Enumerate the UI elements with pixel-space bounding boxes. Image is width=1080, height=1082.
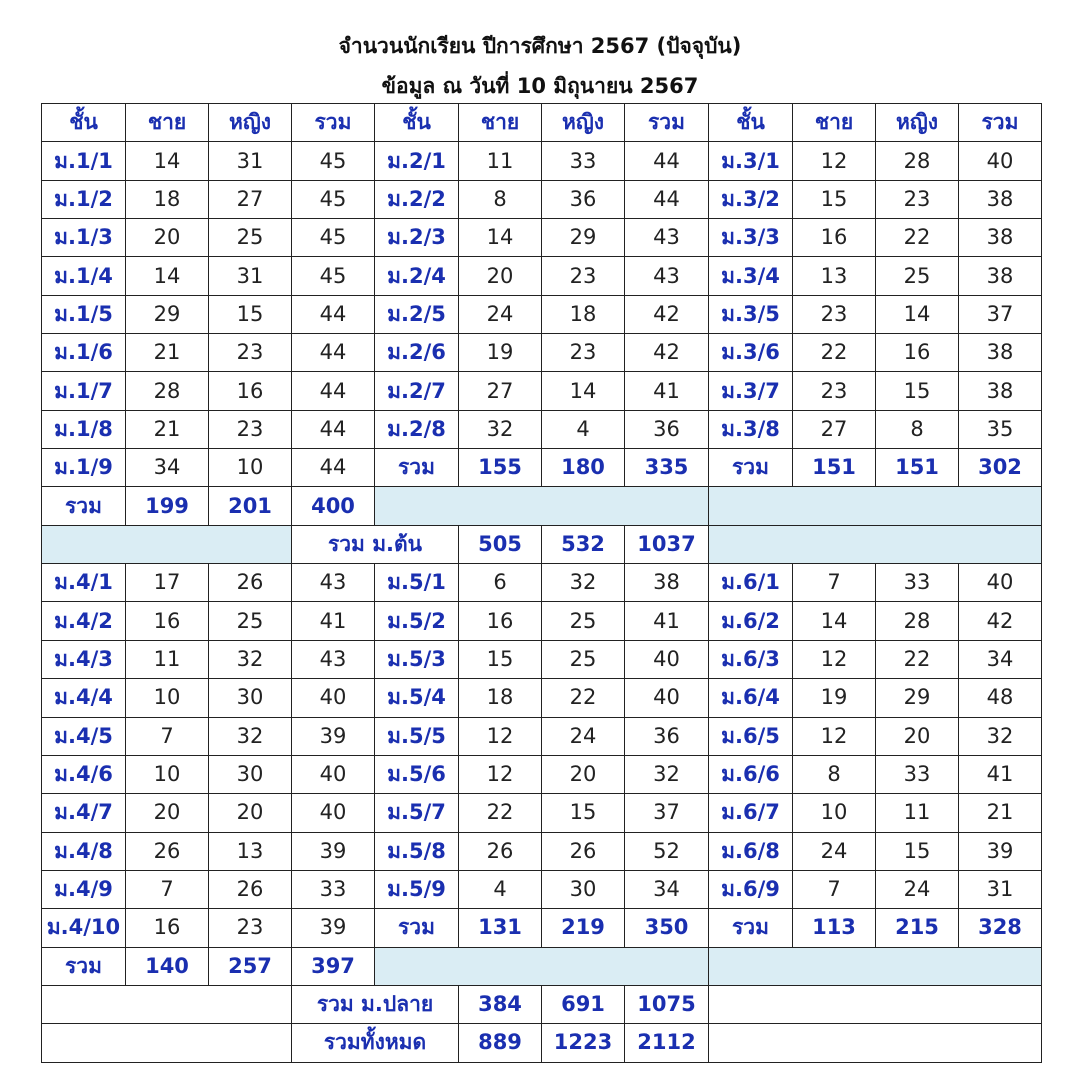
female-count: 31 <box>209 257 292 295</box>
class-label: ม.6/4 <box>709 679 793 717</box>
column-header: ชั้น <box>709 104 793 142</box>
summary-row <box>42 985 1042 1023</box>
male-total: 131 <box>459 909 542 947</box>
male-count: 7 <box>793 870 876 908</box>
male-count: 4 <box>459 870 542 908</box>
male-count: 18 <box>126 180 209 218</box>
empty-cell <box>709 1024 1042 1062</box>
female-count: 20 <box>542 755 625 793</box>
total-count: 43 <box>292 640 375 678</box>
grand-total: 328 <box>959 909 1042 947</box>
empty-cell <box>42 985 292 1023</box>
female-count: 15 <box>542 794 625 832</box>
lower-summary-total: 1037 <box>625 525 709 563</box>
class-label: ม.4/6 <box>42 755 126 793</box>
column-header: รวม <box>292 104 375 142</box>
table-row <box>42 602 1042 640</box>
female-count: 26 <box>209 564 292 602</box>
female-count: 20 <box>876 717 959 755</box>
table-row <box>42 334 1042 372</box>
male-count: 24 <box>459 295 542 333</box>
total-count: 44 <box>625 180 709 218</box>
male-count: 12 <box>793 640 876 678</box>
female-count: 16 <box>876 334 959 372</box>
male-count: 27 <box>459 372 542 410</box>
class-label: ม.4/10 <box>42 909 126 947</box>
male-count: 16 <box>126 602 209 640</box>
total-count: 33 <box>292 870 375 908</box>
male-count: 16 <box>459 602 542 640</box>
male-count: 17 <box>126 564 209 602</box>
column-header: ชาย <box>126 104 209 142</box>
male-count: 28 <box>126 372 209 410</box>
total-count: 38 <box>959 180 1042 218</box>
total-count: 38 <box>959 334 1042 372</box>
female-total: 151 <box>876 449 959 487</box>
class-label: ม.6/8 <box>709 832 793 870</box>
class-label: ม.3/1 <box>709 142 793 180</box>
male-count: 26 <box>459 832 542 870</box>
total-count: 41 <box>625 372 709 410</box>
grand-total: 400 <box>292 487 375 525</box>
male-count: 14 <box>126 257 209 295</box>
female-count: 23 <box>542 334 625 372</box>
class-label: ม.5/2 <box>375 602 459 640</box>
female-count: 23 <box>209 334 292 372</box>
female-count: 14 <box>542 372 625 410</box>
total-count: 40 <box>959 142 1042 180</box>
class-label: ม.5/6 <box>375 755 459 793</box>
grand-total-row <box>42 1024 1042 1062</box>
total-count: 36 <box>625 410 709 448</box>
shaded-area <box>709 525 1042 563</box>
female-total: 219 <box>542 909 625 947</box>
female-count: 33 <box>542 142 625 180</box>
female-count: 23 <box>876 180 959 218</box>
page-subtitle: ข้อมูล ณ วันที่ 10 มิถุนายน 2567 <box>381 74 699 98</box>
female-count: 29 <box>876 679 959 717</box>
male-count: 7 <box>126 870 209 908</box>
class-label: ม.1/5 <box>42 295 126 333</box>
class-label: ม.5/1 <box>375 564 459 602</box>
total-count: 44 <box>292 372 375 410</box>
total-count: 44 <box>625 142 709 180</box>
female-count: 24 <box>876 870 959 908</box>
female-count: 20 <box>209 794 292 832</box>
total-count: 45 <box>292 219 375 257</box>
empty-cell <box>709 985 1042 1023</box>
total-count: 39 <box>959 832 1042 870</box>
table-row <box>42 909 1042 947</box>
class-label: ม.1/9 <box>42 449 126 487</box>
class-label: ม.4/1 <box>42 564 126 602</box>
class-label: ม.6/5 <box>709 717 793 755</box>
male-count: 7 <box>793 564 876 602</box>
class-label: ม.2/2 <box>375 180 459 218</box>
table-row <box>42 640 1042 678</box>
female-count: 11 <box>876 794 959 832</box>
table-row <box>42 295 1042 333</box>
grand-male: 889 <box>459 1024 542 1062</box>
female-count: 32 <box>209 717 292 755</box>
class-label: ม.4/8 <box>42 832 126 870</box>
male-count: 10 <box>126 679 209 717</box>
male-count: 29 <box>126 295 209 333</box>
class-label: ม.1/1 <box>42 142 126 180</box>
table-row <box>42 794 1042 832</box>
male-count: 12 <box>459 755 542 793</box>
student-count-table <box>41 103 1042 1063</box>
column-header: หญิง <box>876 104 959 142</box>
class-label: ม.2/7 <box>375 372 459 410</box>
class-label: ม.1/8 <box>42 410 126 448</box>
class-label: ม.3/4 <box>709 257 793 295</box>
column-header: หญิง <box>209 104 292 142</box>
total-count: 41 <box>625 602 709 640</box>
female-count: 30 <box>542 870 625 908</box>
total-label: รวม <box>709 909 793 947</box>
female-count: 24 <box>542 717 625 755</box>
male-count: 27 <box>793 410 876 448</box>
grand-female: 1223 <box>542 1024 625 1062</box>
total-count: 32 <box>959 717 1042 755</box>
column-header: ชาย <box>459 104 542 142</box>
class-label: ม.4/2 <box>42 602 126 640</box>
class-label: ม.5/9 <box>375 870 459 908</box>
male-total: 155 <box>459 449 542 487</box>
total-count: 42 <box>959 602 1042 640</box>
lower-summary-female: 532 <box>542 525 625 563</box>
total-label: รวม <box>42 487 126 525</box>
class-label: ม.2/4 <box>375 257 459 295</box>
total-count: 42 <box>625 295 709 333</box>
female-count: 15 <box>876 832 959 870</box>
total-count: 43 <box>625 257 709 295</box>
male-count: 22 <box>459 794 542 832</box>
grand-total: 350 <box>625 909 709 947</box>
female-count: 25 <box>876 257 959 295</box>
grand-total: 335 <box>625 449 709 487</box>
total-count: 34 <box>959 640 1042 678</box>
total-count: 32 <box>625 755 709 793</box>
male-total: 113 <box>793 909 876 947</box>
header-row <box>42 104 1042 142</box>
male-count: 8 <box>459 180 542 218</box>
class-label: ม.3/3 <box>709 219 793 257</box>
class-label: ม.6/6 <box>709 755 793 793</box>
total-label: รวม <box>375 909 459 947</box>
male-count: 12 <box>793 717 876 755</box>
class-label: ม.2/1 <box>375 142 459 180</box>
table-row <box>42 564 1042 602</box>
male-count: 14 <box>126 142 209 180</box>
female-count: 26 <box>542 832 625 870</box>
total-count: 38 <box>959 257 1042 295</box>
female-total: 201 <box>209 487 292 525</box>
female-count: 30 <box>209 679 292 717</box>
class-label: ม.6/7 <box>709 794 793 832</box>
table-row <box>42 180 1042 218</box>
total-count: 52 <box>625 832 709 870</box>
female-count: 32 <box>542 564 625 602</box>
female-total: 180 <box>542 449 625 487</box>
female-count: 28 <box>876 602 959 640</box>
female-count: 28 <box>876 142 959 180</box>
male-count: 11 <box>126 640 209 678</box>
total-count: 41 <box>292 602 375 640</box>
table-row <box>42 257 1042 295</box>
male-count: 8 <box>793 755 876 793</box>
male-total: 199 <box>126 487 209 525</box>
grand-total: 397 <box>292 947 375 985</box>
female-count: 32 <box>209 640 292 678</box>
female-count: 36 <box>542 180 625 218</box>
female-count: 31 <box>209 142 292 180</box>
class-label: ม.5/5 <box>375 717 459 755</box>
table-row <box>42 142 1042 180</box>
grand-total-label: รวมทั้งหมด <box>292 1024 459 1062</box>
total-count: 40 <box>625 640 709 678</box>
summary-row <box>42 525 1042 563</box>
column-header: ชาย <box>793 104 876 142</box>
male-count: 13 <box>793 257 876 295</box>
male-count: 7 <box>126 717 209 755</box>
class-label: ม.2/3 <box>375 219 459 257</box>
total-count: 45 <box>292 257 375 295</box>
female-count: 4 <box>542 410 625 448</box>
male-count: 15 <box>793 180 876 218</box>
male-count: 20 <box>126 219 209 257</box>
table-row <box>42 755 1042 793</box>
female-count: 18 <box>542 295 625 333</box>
total-count: 40 <box>625 679 709 717</box>
subtotal-row <box>42 947 1042 985</box>
class-label: ม.2/8 <box>375 410 459 448</box>
male-count: 20 <box>126 794 209 832</box>
total-count: 48 <box>959 679 1042 717</box>
total-count: 44 <box>292 410 375 448</box>
male-count: 16 <box>793 219 876 257</box>
class-label: ม.2/5 <box>375 295 459 333</box>
male-count: 26 <box>126 832 209 870</box>
total-count: 44 <box>292 295 375 333</box>
shaded-area <box>709 487 1042 525</box>
upper-summary-male: 384 <box>459 985 542 1023</box>
female-count: 26 <box>209 870 292 908</box>
male-count: 34 <box>126 449 209 487</box>
female-count: 15 <box>209 295 292 333</box>
female-count: 23 <box>542 257 625 295</box>
female-count: 25 <box>209 219 292 257</box>
total-count: 45 <box>292 180 375 218</box>
class-label: ม.6/2 <box>709 602 793 640</box>
shaded-area <box>375 947 709 985</box>
male-count: 6 <box>459 564 542 602</box>
female-count: 25 <box>542 640 625 678</box>
class-label: ม.4/4 <box>42 679 126 717</box>
lower-summary-label: รวม ม.ต้น <box>292 525 459 563</box>
total-count: 38 <box>959 219 1042 257</box>
female-count: 15 <box>876 372 959 410</box>
total-count: 39 <box>292 717 375 755</box>
male-count: 24 <box>793 832 876 870</box>
table-row <box>42 372 1042 410</box>
class-label: ม.1/4 <box>42 257 126 295</box>
total-count: 37 <box>959 295 1042 333</box>
column-header: รวม <box>625 104 709 142</box>
female-count: 14 <box>876 295 959 333</box>
column-header: ชั้น <box>375 104 459 142</box>
total-count: 40 <box>292 755 375 793</box>
male-count: 22 <box>793 334 876 372</box>
empty-cell <box>42 1024 292 1062</box>
total-label: รวม <box>42 947 126 985</box>
upper-summary-female: 691 <box>542 985 625 1023</box>
column-header: รวม <box>959 104 1042 142</box>
female-count: 27 <box>209 180 292 218</box>
total-count: 34 <box>625 870 709 908</box>
class-label: ม.3/2 <box>709 180 793 218</box>
table-row <box>42 410 1042 448</box>
total-count: 44 <box>292 334 375 372</box>
female-count: 33 <box>876 755 959 793</box>
male-count: 23 <box>793 295 876 333</box>
female-count: 33 <box>876 564 959 602</box>
column-header: หญิง <box>542 104 625 142</box>
column-header: ชั้น <box>42 104 126 142</box>
total-count: 40 <box>292 794 375 832</box>
total-count: 44 <box>292 449 375 487</box>
total-count: 38 <box>625 564 709 602</box>
class-label: ม.1/7 <box>42 372 126 410</box>
female-count: 22 <box>542 679 625 717</box>
page-title: จำนวนนักเรียน ปีการศึกษา 2567 (ปัจจุบัน) <box>338 34 742 58</box>
female-total: 215 <box>876 909 959 947</box>
total-count: 39 <box>292 909 375 947</box>
class-label: ม.3/7 <box>709 372 793 410</box>
female-count: 10 <box>209 449 292 487</box>
total-count: 37 <box>625 794 709 832</box>
female-count: 25 <box>542 602 625 640</box>
female-count: 25 <box>209 602 292 640</box>
total-count: 40 <box>959 564 1042 602</box>
class-label: ม.4/3 <box>42 640 126 678</box>
male-count: 19 <box>459 334 542 372</box>
table-row <box>42 449 1042 487</box>
total-count: 21 <box>959 794 1042 832</box>
lower-summary-male: 505 <box>459 525 542 563</box>
grand-total: 302 <box>959 449 1042 487</box>
class-label: ม.4/9 <box>42 870 126 908</box>
female-count: 13 <box>209 832 292 870</box>
male-count: 21 <box>126 410 209 448</box>
class-label: ม.5/7 <box>375 794 459 832</box>
male-count: 16 <box>126 909 209 947</box>
class-label: ม.1/3 <box>42 219 126 257</box>
male-count: 12 <box>459 717 542 755</box>
male-count: 20 <box>459 257 542 295</box>
female-count: 23 <box>209 410 292 448</box>
class-label: ม.5/8 <box>375 832 459 870</box>
female-count: 30 <box>209 755 292 793</box>
male-count: 10 <box>126 755 209 793</box>
class-label: ม.4/5 <box>42 717 126 755</box>
total-count: 41 <box>959 755 1042 793</box>
female-count: 29 <box>542 219 625 257</box>
total-count: 36 <box>625 717 709 755</box>
total-count: 35 <box>959 410 1042 448</box>
class-label: ม.3/8 <box>709 410 793 448</box>
class-label: ม.5/3 <box>375 640 459 678</box>
female-count: 23 <box>209 909 292 947</box>
grand-total-value: 2112 <box>625 1024 709 1062</box>
class-label: ม.1/2 <box>42 180 126 218</box>
class-label: ม.6/1 <box>709 564 793 602</box>
table-row <box>42 717 1042 755</box>
upper-summary-total: 1075 <box>625 985 709 1023</box>
female-count: 22 <box>876 640 959 678</box>
male-count: 12 <box>793 142 876 180</box>
class-label: ม.1/6 <box>42 334 126 372</box>
total-count: 40 <box>292 679 375 717</box>
class-label: ม.4/7 <box>42 794 126 832</box>
shaded-area <box>42 525 292 563</box>
total-count: 38 <box>959 372 1042 410</box>
male-count: 14 <box>793 602 876 640</box>
subtotal-row <box>42 487 1042 525</box>
total-label: รวม <box>375 449 459 487</box>
total-count: 43 <box>292 564 375 602</box>
female-count: 16 <box>209 372 292 410</box>
total-count: 39 <box>292 832 375 870</box>
shaded-area <box>375 487 709 525</box>
total-label: รวม <box>709 449 793 487</box>
female-total: 257 <box>209 947 292 985</box>
shaded-area <box>709 947 1042 985</box>
class-label: ม.3/6 <box>709 334 793 372</box>
class-label: ม.5/4 <box>375 679 459 717</box>
total-count: 45 <box>292 142 375 180</box>
male-total: 140 <box>126 947 209 985</box>
table-row <box>42 870 1042 908</box>
male-count: 14 <box>459 219 542 257</box>
male-count: 21 <box>126 334 209 372</box>
female-count: 22 <box>876 219 959 257</box>
class-label: ม.6/3 <box>709 640 793 678</box>
male-count: 18 <box>459 679 542 717</box>
male-count: 23 <box>793 372 876 410</box>
class-label: ม.2/6 <box>375 334 459 372</box>
male-count: 15 <box>459 640 542 678</box>
total-count: 31 <box>959 870 1042 908</box>
table-row <box>42 219 1042 257</box>
male-count: 19 <box>793 679 876 717</box>
total-count: 43 <box>625 219 709 257</box>
upper-summary-label: รวม ม.ปลาย <box>292 985 459 1023</box>
male-total: 151 <box>793 449 876 487</box>
male-count: 32 <box>459 410 542 448</box>
class-label: ม.3/5 <box>709 295 793 333</box>
female-count: 8 <box>876 410 959 448</box>
class-label: ม.6/9 <box>709 870 793 908</box>
male-count: 11 <box>459 142 542 180</box>
male-count: 10 <box>793 794 876 832</box>
total-count: 42 <box>625 334 709 372</box>
table-row <box>42 832 1042 870</box>
table-row <box>42 679 1042 717</box>
